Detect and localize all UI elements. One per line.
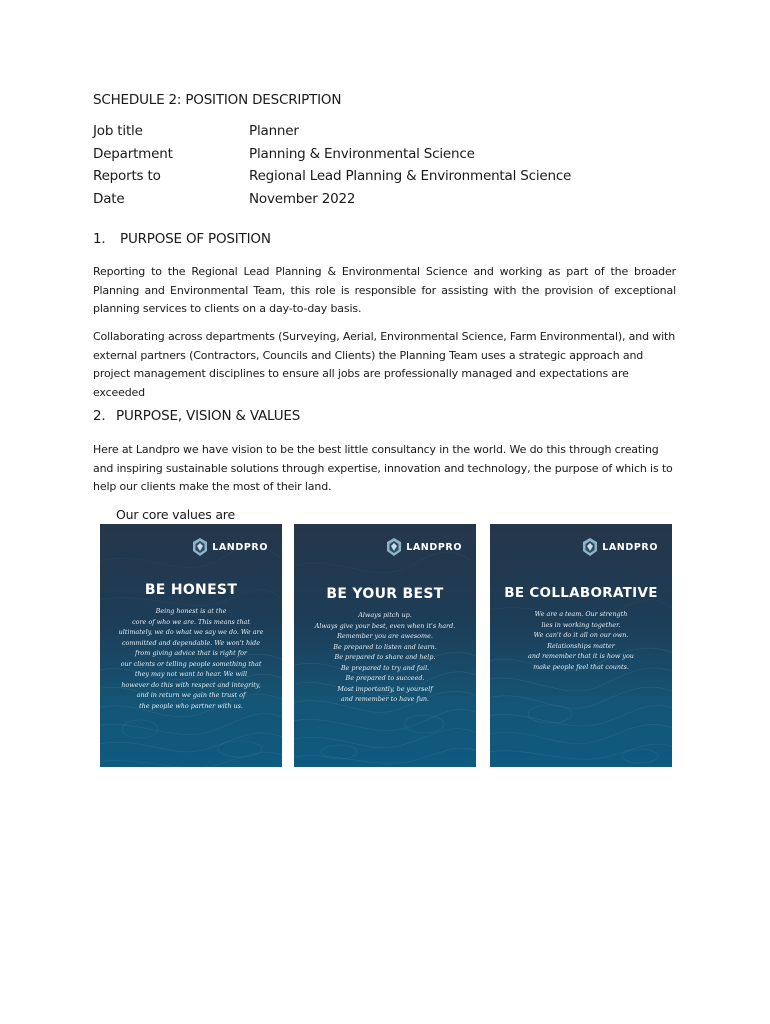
card-line: committed and dependable. We won't hide: [121, 638, 261, 647]
card-line: Be prepared to succeed.: [345, 674, 425, 682]
info-label: Reports to: [93, 168, 161, 185]
card-line: and remember to have fun.: [340, 695, 430, 703]
brand-name: LANDPRO: [212, 541, 268, 553]
card-line: Always pitch up.: [358, 611, 412, 619]
info-value: Planner: [249, 123, 299, 140]
card-body: [496, 609, 666, 672]
landpro-emblem-icon: [582, 538, 598, 556]
card-line: core of who we are. This means that: [132, 617, 250, 626]
core-values-cards: [100, 524, 672, 767]
card-line: lies in working together.: [541, 620, 621, 629]
card-line: Be prepared to share and help.: [334, 653, 436, 661]
value-card-be-collaborative: [490, 524, 672, 767]
card-line: from giving advice that is right for: [135, 649, 247, 657]
value-card-be-your-best: [294, 524, 476, 767]
info-label: Date: [93, 190, 125, 207]
brand-name: LANDPRO: [406, 541, 462, 553]
card-line: Most importantly, be yourself: [337, 684, 433, 693]
core-values-intro: Our core values are: [116, 507, 235, 522]
card-title: BE COLLABORATIVE: [504, 585, 658, 601]
info-row-reports-to: [93, 165, 693, 188]
section-heading-purpose-vision-values: [93, 408, 300, 424]
info-row-job-title: [93, 120, 693, 143]
card-line: Being honest is at the: [155, 607, 227, 615]
card-line: Relationships matter: [547, 641, 615, 650]
info-value: November 2022: [249, 190, 356, 207]
section-title: PURPOSE OF POSITION: [120, 231, 271, 247]
landpro-logo: [192, 538, 268, 556]
card-title: BE HONEST: [144, 582, 238, 598]
purpose-paragraph-1: Reporting to the Regional Lead Planning & Environmental Science and working as part of the broader Planning and Environmental Team, this role is responsible for assisting with the provision of exceptional planning services to clients on a day-to-day basis.: [93, 265, 676, 315]
section-title: PURPOSE, VISION & VALUES: [116, 408, 301, 424]
landpro-logo: [582, 538, 658, 556]
value-card-be-honest: [100, 524, 282, 767]
vision-paragraph: Here at Landpro we have vision to be the best little consultancy in the world. We do this through creating and inspiring sustainable solutions through expertise, innovation and technology, the purpose of which is to help our clients make the most of their land.: [93, 443, 673, 493]
position-info-table: [93, 120, 693, 210]
info-value: Planning & Environmental Science: [249, 145, 475, 162]
section-heading-purpose-of-position: [93, 231, 271, 247]
purpose-paragraph-2: Collaborating across departments (Surveying, Aerial, Environmental Science, Farm Environmental), and with external partners (Contractors, Councils and Clients) the Planning Team uses a strategic approach and project management disciplines to ensure all jobs are professionally managed and expectations are exceeded: [93, 330, 676, 399]
info-label: Department: [93, 145, 173, 162]
landpro-emblem-icon: [192, 538, 208, 556]
card-line: Remember you are awesome.: [337, 632, 433, 640]
card-line: We can't do it all on our own.: [533, 631, 629, 639]
card-line: the people who partner with us.: [139, 701, 243, 710]
card-line: they may not want to hear. We will: [134, 670, 248, 678]
card-line: Always give your best, even when it's hard.: [314, 621, 456, 630]
info-label: Job title: [93, 123, 143, 140]
card-line: however do this with respect and integrity,: [121, 680, 261, 689]
card-line: make people feel that counts.: [533, 662, 629, 671]
landpro-logo: [386, 538, 462, 556]
card-line: and in return we gain the trust of: [136, 691, 246, 699]
card-line: We are a team. Our strength: [534, 610, 628, 618]
card-body: [300, 610, 470, 705]
card-line: Be prepared to listen and learn.: [333, 642, 437, 651]
card-body: [106, 606, 276, 711]
card-line: ultimately, we do what we say we do. We are: [118, 628, 264, 636]
section-number: 2.: [93, 408, 106, 424]
landpro-emblem-icon: [386, 538, 402, 556]
card-line: Be prepared to try and fail.: [340, 663, 430, 672]
card-line: our clients or telling people something that: [120, 659, 262, 668]
info-value: Regional Lead Planning & Environmental Science: [249, 168, 572, 185]
schedule-heading: SCHEDULE 2: POSITION DESCRIPTION: [93, 92, 342, 108]
section-number: 1.: [93, 231, 106, 247]
brand-name: LANDPRO: [602, 541, 658, 553]
card-title: BE YOUR BEST: [326, 586, 444, 602]
card-line: and remember that it is how you: [528, 652, 634, 660]
info-row-date: [93, 188, 693, 211]
info-row-department: [93, 143, 693, 166]
